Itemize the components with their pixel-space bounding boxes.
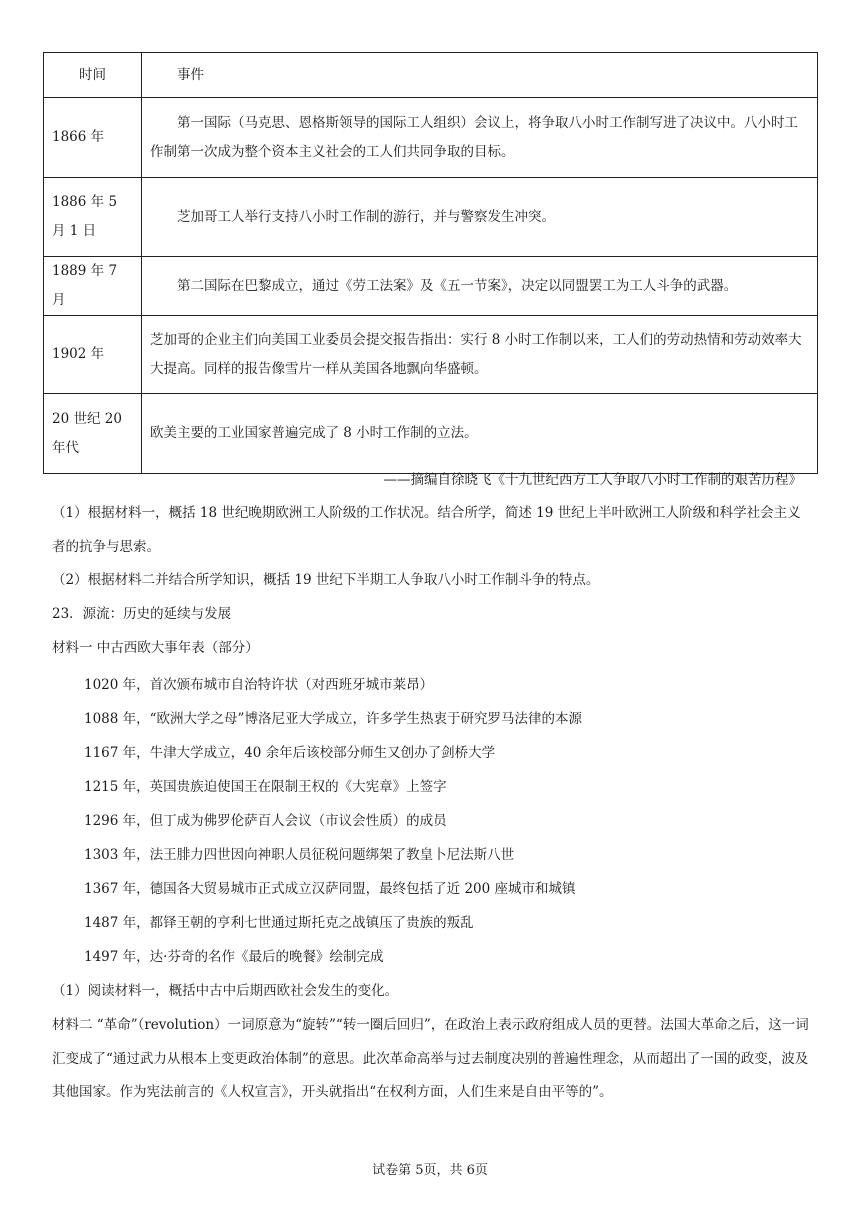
row-event: 欧美主要的工业国家普遍完成了 8 小时工作制的立法。 — [142, 394, 818, 474]
question-23-title: 23．源流：历史的延续与发展 — [52, 606, 232, 622]
timeline-item: 1088 年，“欧洲大学之母”博洛尼亚大学成立，许多学生热衷于研究罗马法律的本源 — [84, 711, 582, 727]
table-header-row — [44, 53, 818, 98]
table-row — [44, 394, 818, 474]
events-table — [43, 52, 818, 474]
row-time: 1886 年 5 月 1 日 — [44, 178, 142, 257]
question-23-1: （1）阅读材料一，概括中古中后期西欧社会发生的变化。 — [52, 983, 399, 999]
header-time: 时间 — [44, 53, 142, 98]
table-row — [44, 178, 818, 257]
row-time: 1902 年 — [44, 316, 142, 394]
table-row — [44, 257, 818, 316]
row-event: 芝加哥的企业主们向美国工业委员会提交报告指出：实行 8 小时工作制以来，工人们的劳动热情和劳动效率大大提高。同样的报告像雪片一样从美国各地飘向华盛顿。 — [142, 316, 818, 394]
timeline-item: 1215 年，英国贵族迫使国王在限制王权的《大宪章》上签字 — [84, 779, 447, 795]
row-event: 第一国际（马克思、恩格斯领导的国际工人组织）会议上，将争取八小时工作制写进了决议中。八小时工作制第一次成为整个资本主义社会的工人们共同争取的目标。 — [142, 98, 818, 178]
timeline-item: 1497 年，达·芬奇的名作《最后的晚餐》绘制完成 — [84, 949, 384, 965]
timeline-item: 1303 年，法王腓力四世因向神职人员征税问题绑架了教皇卜尼法斯八世 — [84, 847, 515, 863]
row-time: 1889 年 7 月 — [44, 257, 142, 316]
timeline-item: 1167 年，牛津大学成立，40 余年后该校部分师生又创办了剑桥大学 — [84, 745, 496, 761]
row-time: 20 世纪 20 年代 — [44, 394, 142, 474]
header-event: 事件 — [142, 53, 818, 98]
table-row — [44, 98, 818, 178]
row-event: 第二国际在巴黎成立，通过《劳工法案》及《五一节案》，决定以同盟罢工为工人斗争的武器。 — [142, 257, 818, 316]
timeline-item: 1487 年，都铎王朝的亨利七世通过斯托克之战镇压了贵族的叛乱 — [84, 915, 474, 931]
row-event: 芝加哥工人举行支持八小时工作制的游行，并与警察发生冲突。 — [142, 178, 818, 257]
page-footer: 试卷第 5页，共 6页 — [372, 1163, 488, 1178]
row-time: 1866 年 — [44, 98, 142, 178]
question-1: （1）根据材料一，概括 18 世纪晚期欧洲工人阶级的工作状况。结合所学，简述 19 世纪上半叶欧洲工人阶级和科学社会主义者的抗争与思索。 — [52, 505, 801, 555]
table-source-citation: ——摘编自徐晓飞《十九世纪西方工人争取八小时工作制的艰苦历程》 — [383, 472, 802, 488]
material-1-title: 材料一 中古西欧大事年表（部分） — [52, 640, 259, 656]
timeline-item: 1296 年，但丁成为佛罗伦萨百人会议（市议会性质）的成员 — [84, 813, 447, 829]
timeline-item: 1020 年，首次颁布城市自治特许状（对西班牙城市莱昂） — [84, 677, 434, 693]
timeline-item: 1367 年，德国各大贸易城市正式成立汉萨同盟，最终包括了近 200 座城市和城镇 — [84, 881, 576, 897]
question-2: （2）根据材料二并结合所学知识，概括 19 世纪下半期工人争取八小时工作制斗争的特点。 — [52, 572, 600, 588]
material-2: 材料二 “革命”（revolution）一词原意为“旋转”“转一圈后回归”，在政治上表示政府组成人员的更替。法国大革命之后，这一词汇变成了“通过武力从根本上变更政治体制”的意思。此次革命高举与过去制度决别的普遍性理念，从而超出了一国的政变，波及其他国家。作为宪法前言的《人权宣言》，开头就指出“在权利方面，人们生来是自由平等的”。 — [52, 1017, 809, 1100]
table-row — [44, 316, 818, 394]
